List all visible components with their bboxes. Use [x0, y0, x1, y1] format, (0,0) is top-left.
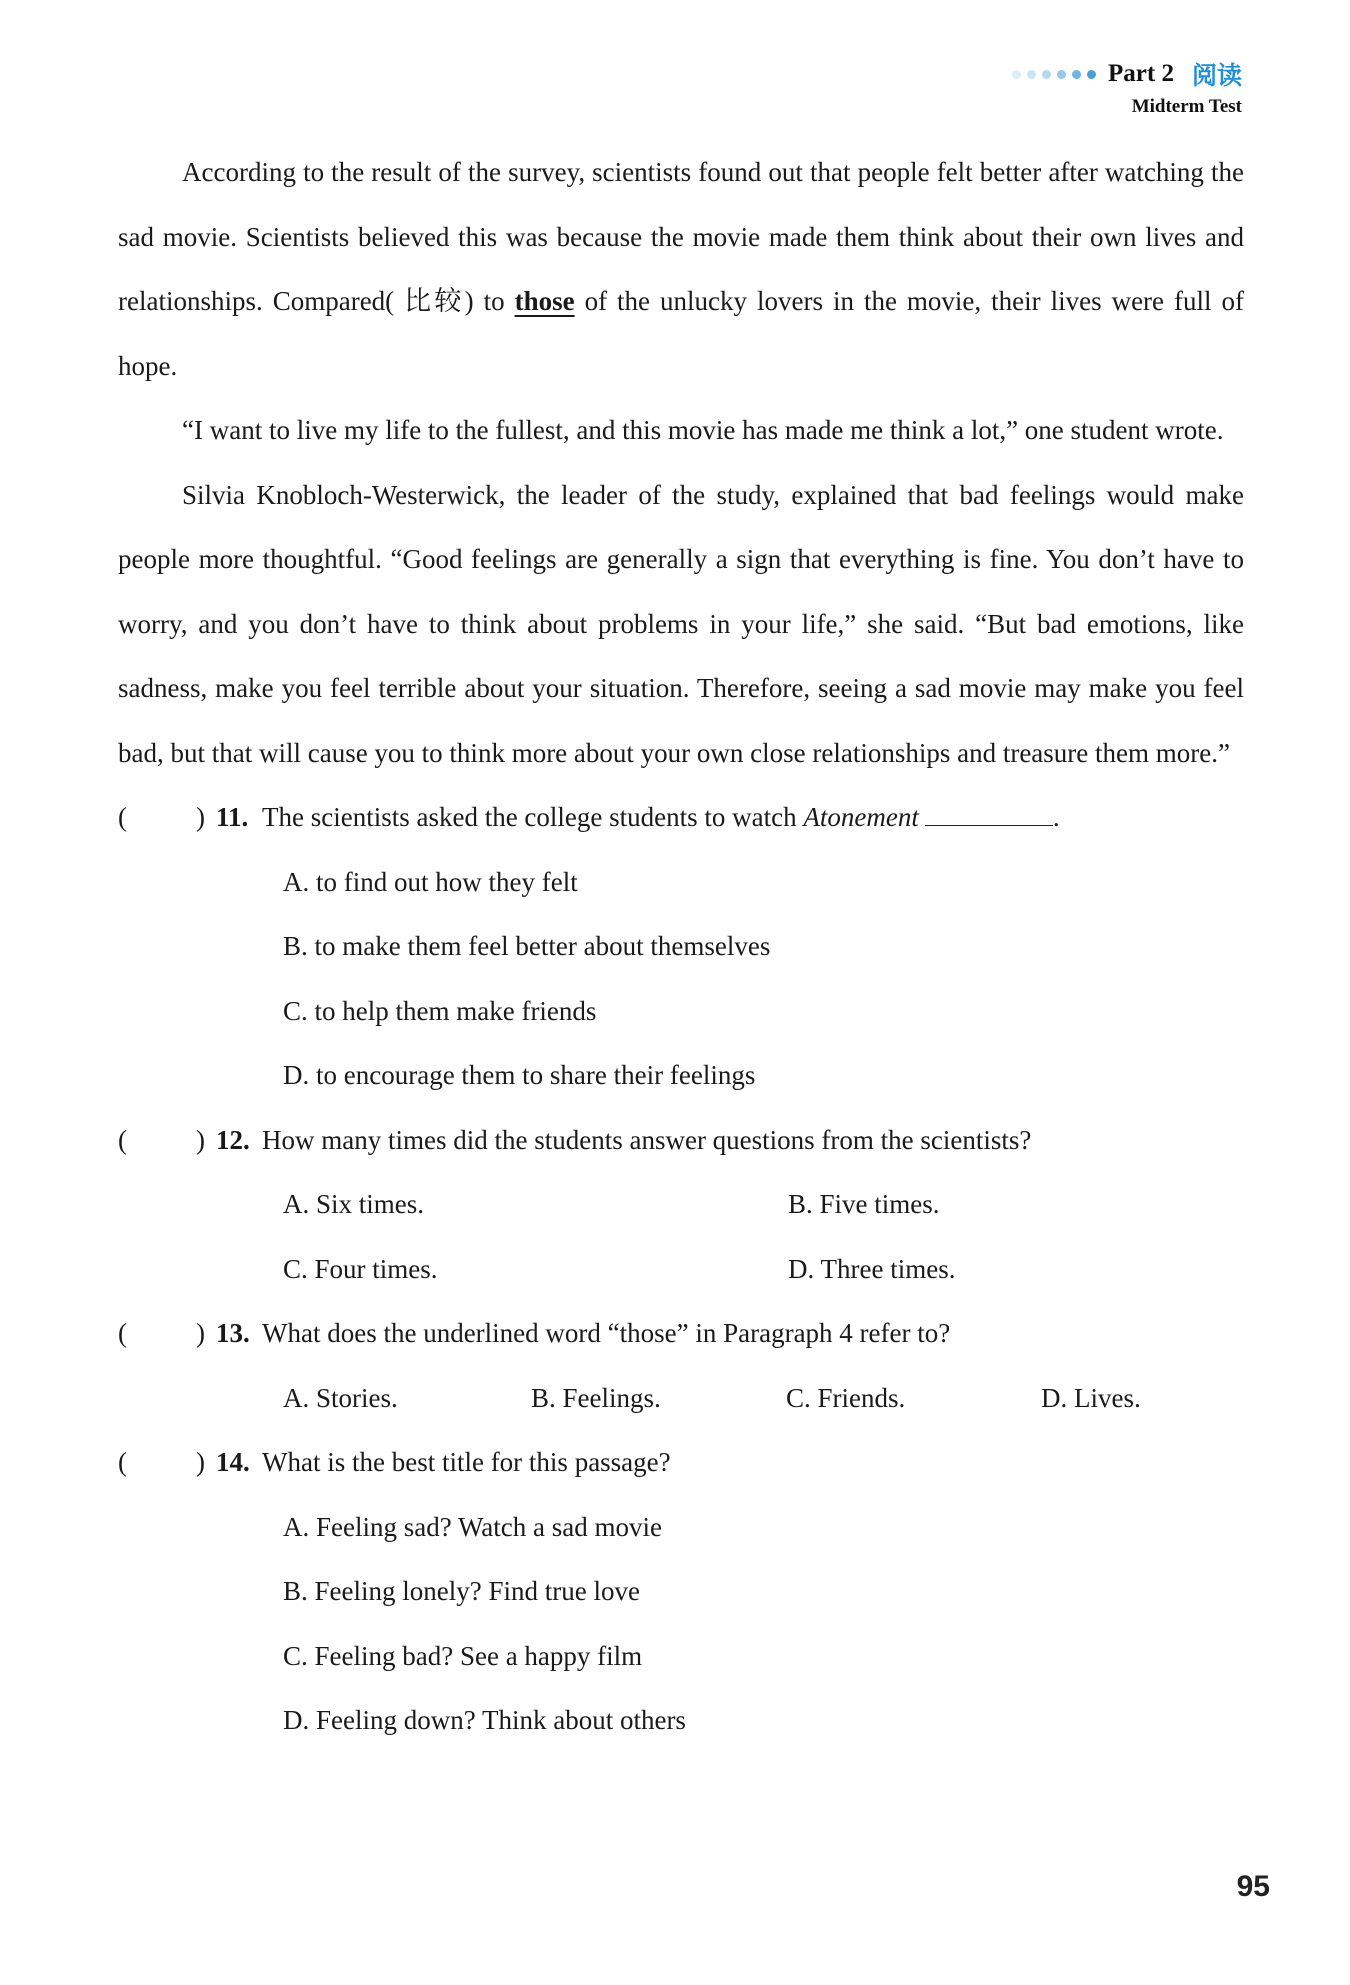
question-12: [118, 1108, 1244, 1302]
underlined-word: those: [514, 286, 575, 316]
answer-paren-close: ): [196, 1124, 205, 1155]
question-11: [118, 785, 1244, 1108]
passage-paragraph-1: [118, 140, 1244, 398]
option-c: C. Feeling bad? See a happy film: [283, 1640, 643, 1671]
question-stem: What does the underlined word “those” in Paragraph 4 refer to?: [262, 1318, 951, 1348]
question-number: 11.: [216, 802, 249, 832]
options-list: [118, 1495, 1244, 1753]
answer-paren-close: ): [196, 802, 205, 832]
dot-icon: [1012, 70, 1021, 79]
question-stem-row: [118, 1301, 1244, 1366]
options-list: [118, 850, 1244, 1108]
option-c: C. Friends.: [786, 1382, 906, 1413]
option-a: A. Feeling sad? Watch a sad movie: [283, 1511, 662, 1542]
page-number: 95: [1236, 1870, 1270, 1903]
option-b: B. to make them feel better about themselves: [283, 931, 771, 961]
section-title: 阅读: [1191, 61, 1242, 90]
question-stem: What is the best title for this passage?: [262, 1447, 671, 1477]
stem-text: The scientists asked the college students to watch: [262, 802, 804, 832]
header-part-line: [1012, 56, 1242, 92]
dot-icon: [1057, 70, 1066, 79]
option-d: D. Feeling down? Think about others: [283, 1705, 686, 1735]
question-stem-row: [118, 785, 1244, 850]
option-a: A. Stories.: [283, 1382, 398, 1413]
question-stem: How many times did the students answer questions from the scientists?: [262, 1124, 1032, 1155]
option-a: A. Six times.: [283, 1189, 425, 1219]
dot-icon: [1072, 70, 1081, 79]
answer-paren-open: (: [118, 1318, 127, 1348]
option-d: D. Lives.: [1041, 1382, 1141, 1413]
answer-paren-close: ): [196, 1447, 205, 1477]
passage-paragraph-2: “I want to live my life to the fullest, and this movie has made me think a lot,” one student wrote.: [182, 415, 1224, 445]
dot-icon: [1042, 70, 1051, 79]
question-14: [118, 1430, 1244, 1753]
passage-paragraph-3: Silvia Knobloch-Westerwick, the leader of the study, explained that bad feelings would make people more thoughtful. “Good feelings are generally a sign that everything is fine. You don’t have to worry, and you don’t have to think about problems in your life,” she said. “But bad emotions, like sadness, make you feel terrible about your situation. Therefore, seeing a sad movie may make you feel bad, but that will cause you to think more about your own close relationships and treasure them more.”: [118, 479, 1244, 768]
decorative-dots: [1012, 70, 1096, 79]
question-number: 14.: [216, 1447, 250, 1477]
option-c: C. to help them make friends: [283, 995, 597, 1026]
test-subtitle: Midterm Test: [1131, 96, 1242, 117]
part-label: Part 2: [1108, 60, 1174, 87]
answer-paren-close: ): [196, 1318, 205, 1348]
options-list: [118, 1172, 1244, 1301]
options-list: [118, 1366, 1244, 1431]
option-b: B. Five times.: [788, 1189, 940, 1219]
question-number: 12.: [216, 1124, 250, 1155]
movie-title: Atonement: [803, 802, 919, 832]
answer-paren-open: (: [118, 1124, 127, 1155]
option-b: B. Feelings.: [531, 1382, 661, 1413]
page-content: [118, 140, 1244, 1753]
option-d: D. to encourage them to share their feelings: [283, 1060, 756, 1090]
answer-paren-open: (: [118, 1447, 127, 1477]
page-header: [1012, 56, 1242, 118]
stem-text: .: [1052, 802, 1060, 832]
option-a: A. to find out how they felt: [283, 866, 578, 897]
answer-blank: [925, 805, 1053, 826]
paragraph-text: According to the result of the survey, scientists found out that people felt better after watching the sad movie. Scientists believed this was because the movie made them think about their own lives and relationships. Compared( 比较) to: [118, 157, 1244, 316]
question-stem: [262, 785, 1244, 850]
question-stem-row: [118, 1430, 1244, 1495]
question-13: [118, 1301, 1244, 1430]
option-d: D. Three times.: [788, 1253, 956, 1284]
dot-icon: [1087, 70, 1096, 79]
option-b: B. Feeling lonely? Find true love: [283, 1576, 640, 1606]
option-c: C. Four times.: [283, 1253, 438, 1284]
question-stem-row: [118, 1108, 1244, 1173]
paragraph-text: of the unlucky lovers in the movie, their lives were full of hope.: [118, 286, 1244, 381]
question-number: 13.: [216, 1318, 250, 1348]
dot-icon: [1027, 70, 1036, 79]
answer-paren-open: (: [118, 802, 127, 832]
